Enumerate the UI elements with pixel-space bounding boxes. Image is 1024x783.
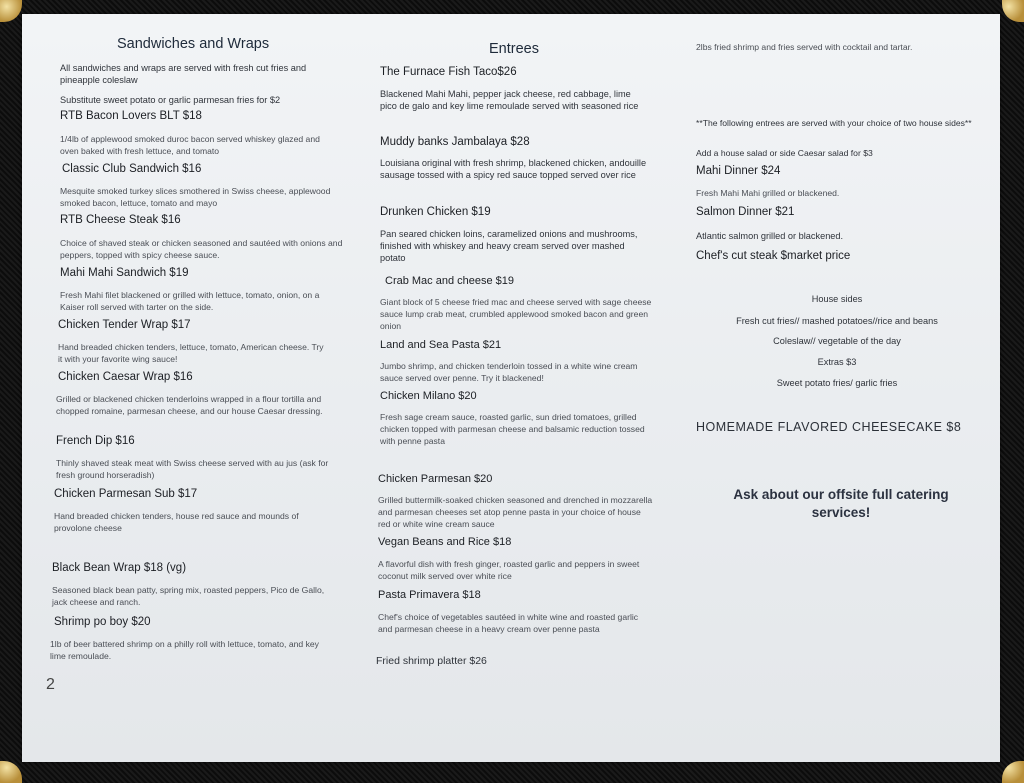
sides-note: **The following entrees are served with your choice of two house sides** [696,118,972,128]
menu-item-title: Chicken Parmesan $20 [378,473,493,485]
menu-item-title: Mahi Mahi Sandwich $19 [60,267,189,279]
side-option: Coleslaw// vegetable of the day [773,336,901,346]
corner-protector [1002,761,1024,783]
menu-item-title: Vegan Beans and Rice $18 [378,536,512,548]
catering-callout: Ask about our offsite full catering services! [733,487,949,520]
side-option: Sweet potato fries/ garlic fries [776,378,898,388]
menu-item-description: Mesquite smoked turkey slices smothered in Swiss cheese, applewood smoked bacon, lettuce, tomato and mayo [60,186,331,208]
menu-item-title: Chicken Milano $20 [380,390,477,402]
menu-item-description: Seasoned black bean patty, spring mix, roasted peppers, Pico de Gallo, jack cheese and ranch. [52,585,325,607]
menu-item-description: Hand breaded chicken tenders, house red sauce and mounds of provolone cheese [54,511,299,533]
section-intro: All sandwiches and wraps are served with fresh cut fries and pineapple coleslaw [60,63,307,85]
menu-item-title: Shrimp po boy $20 [54,616,151,628]
page-number: 2 [46,676,55,693]
menu-item-title: Land and Sea Pasta $21 [380,339,502,351]
menu-item-description: A flavorful dish with fresh ginger, roasted garlic and peppers in sweet coconut milk served over white rice [378,559,640,581]
menu-item-description: Hand breaded chicken tenders, lettuce, tomato, American cheese. Try it with your favorite wing sauce! [58,342,324,364]
menu-item-title: Mahi Dinner $24 [696,165,781,177]
menu-item-title: Chicken Parmesan Sub $17 [54,488,198,500]
corner-protector [1002,0,1024,22]
menu-page [22,14,1000,762]
menu-item-description: Jumbo shrimp, and chicken tenderloin tossed in a white wine cream sauce served over penne. Try it blackened! [380,361,638,383]
menu-item-description: Blackened Mahi Mahi, pepper jack cheese, red cabbage, lime pico de galo and key lime remoulade served with seasoned rice [380,89,639,111]
menu-item-description: 1/4lb of applewood smoked duroc bacon served whiskey glazed and oven baked with fresh lettuce, and tomato [60,134,320,156]
section-heading: Entrees [489,41,539,57]
menu-item-title: Chicken Tender Wrap $17 [58,319,191,331]
section-heading: Sandwiches and Wraps [117,36,270,52]
menu-item-description: 1lb of beer battered shrimp on a philly roll with lettuce, tomato, and key lime remoulade. [50,639,319,661]
house-sides-heading: House sides [811,294,863,304]
menu-item-description: Fresh sage cream sauce, roasted garlic, sun dried tomatoes, grilled chicken topped with parmesan cheese and balsamic reduction tossed with penne pasta [380,412,645,446]
menu-item-title: RTB Bacon Lovers BLT $18 [60,110,202,122]
menu-item-title: Salmon Dinner $21 [696,206,795,218]
menu-item-title: Crab Mac and cheese $19 [385,275,515,287]
menu-item-description: Fresh Mahi filet blackened or grilled with lettuce, tomato, onion, on a Kaiser roll served with tarter on the side. [60,290,320,312]
menu-item-title: Drunken Chicken $19 [380,206,491,218]
add-salad-note: Add a house salad or side Caesar salad for $3 [696,148,873,158]
menu-item-description: Louisiana original with fresh shrimp, blackened chicken, andouille sausage tossed with a spicy red sauce topped served over rice [380,158,647,180]
menu-item-title: Pasta Primavera $18 [378,589,481,601]
menu-item-description: Chef's choice of vegetables sautéed in white wine and roasted garlic and parmesan cheese in a heavy cream over penne pasta [378,612,639,634]
menu-item-title: RTB Cheese Steak $16 [60,214,181,226]
menu-item-title: French Dip $16 [56,435,135,447]
menu-item-title: Muddy banks Jambalaya $28 [380,136,530,148]
menu-item-description: Choice of shaved steak or chicken seasoned and sautéed with onions and peppers, topped with spicy cheese sauce. [60,238,343,260]
side-option: Extras $3 [817,357,857,367]
menu-item-title: Chef's cut steak $market price [696,250,851,262]
menu-item-title: Chicken Caesar Wrap $16 [58,371,193,383]
menu-item-description: Fresh Mahi Mahi grilled or blackened. [696,188,840,198]
platter-description: 2lbs fried shrimp and fries served with cocktail and tartar. [696,42,913,52]
menu-item-title: Fried shrimp platter $26 [376,655,487,667]
menu-item-title: Classic Club Sandwich $16 [62,163,202,175]
menu-item-description: Grilled or blackened chicken tenderloins wrapped in a flour tortilla and chopped romaine, parmesan cheese, and our house Caesar dressing. [56,394,323,416]
cheesecake-offer: HOMEMADE FLAVORED CHEESECAKE $8 [696,420,962,434]
corner-protector [0,0,22,22]
side-option: Fresh cut fries// mashed potatoes//rice and beans [736,316,938,326]
menu-item-description: Giant block of 5 cheese fried mac and cheese served with sage cheese sauce lump crab meat, crumbled applewood smoked bacon and green onion [380,297,652,331]
menu-item-title: Black Bean Wrap $18 (vg) [52,562,187,574]
substitute-note: Substitute sweet potato or garlic parmesan fries for $2 [60,95,281,105]
menu-item-description: Grilled buttermilk-soaked chicken seasoned and drenched in mozzarella and parmesan cheeses set atop penne pasta in your choice of house red or white wine cream sauce [378,495,653,529]
menu-item-description: Thinly shaved steak meat with Swiss cheese served with au jus (ask for fresh ground horseradish) [56,458,329,480]
menu-item-description: Atlantic salmon grilled or blackened. [696,231,844,241]
corner-protector [0,761,22,783]
menu-item-description: Pan seared chicken loins, caramelized onions and mushrooms, finished with whiskey and heavy cream served over mashed potato [380,229,638,263]
menu-item-title: The Furnace Fish Taco$26 [380,66,517,78]
